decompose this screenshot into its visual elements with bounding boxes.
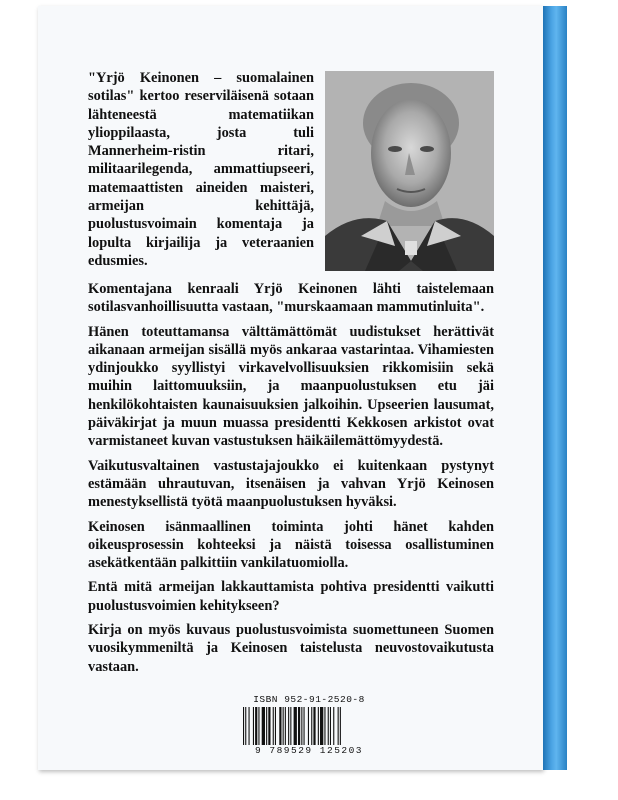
paragraph-6: Kirja on myös kuvaus puolustusvoimista suomettuneen Suomen vuosikymmeniltä ja Keinosen taistelusta neuvostovaikutusta vastaan. <box>88 622 494 675</box>
paragraph-5: Entä mitä armeijan lakkauttamista pohtiva presidentti vaikutti puolustusvoimien kehitykseen? <box>88 579 494 614</box>
paragraph-1: Komentajana kenraali Yrjö Keinonen lähti taistelemaan sotilasvanhoillisuutta vastaan, "murskaamaan mammutinluita". <box>88 281 494 316</box>
paragraph-2: Hänen toteuttamansa välttämättömät uudistukset herättivät aikanaan armeijan sisällä myös ankaraa vastarintaa. Vihamiesten ydinjoukko syyllistyi virkavelvollisuuksien rikkomisiin sekä muihin laittomuuksiin, ja maanpuolustuksen etu jäi henkilökohtaisten kaunaisuuksien jalkoihin. Upseerien lausumat, päiväkirjat ja muun muassa presidentti Kekkosen arkistot ovat varmistaneet kuvan vastustuksen häikäilemättömyydestä. <box>88 323 494 450</box>
isbn-label: ISBN 952-91-2520-8 <box>253 694 365 705</box>
book-spine <box>543 6 567 770</box>
body-text <box>88 280 494 682</box>
barcode-digits: 9 789529 125203 <box>233 745 385 756</box>
intro-paragraph: "Yrjö Keinonen – suomalainen sotilas" kertoo reserviläisenä sotaan lähteneestä matematiikan ylioppilaasta, josta tuli Mannerheim-ristin ritari, militaarilegenda, ammattiupseeri, matemaattisten aineiden maisteri, armeijan kehittäjä, puolustusvoimain komentaja ja lopulta kirjailija ja veteraanien edusmies. <box>88 70 314 269</box>
paragraph-3: Vaikutusvaltainen vastustajajoukko ei kuitenkaan pystynyt estämään uhrautuvan, itsenäisen ja vahvan Yrjö Keinosen menestyksellistä työtä maanpuolustuksen hyväksi. <box>88 457 494 511</box>
paragraph-4: Keinosen isänmaallinen toiminta johti hänet kahden oikeusprosessin kohteeksi ja näistä toisessa osallistuminen asekätkentään palkittiin vankilatuomiolla. <box>88 518 494 572</box>
author-portrait-photo <box>325 71 494 271</box>
